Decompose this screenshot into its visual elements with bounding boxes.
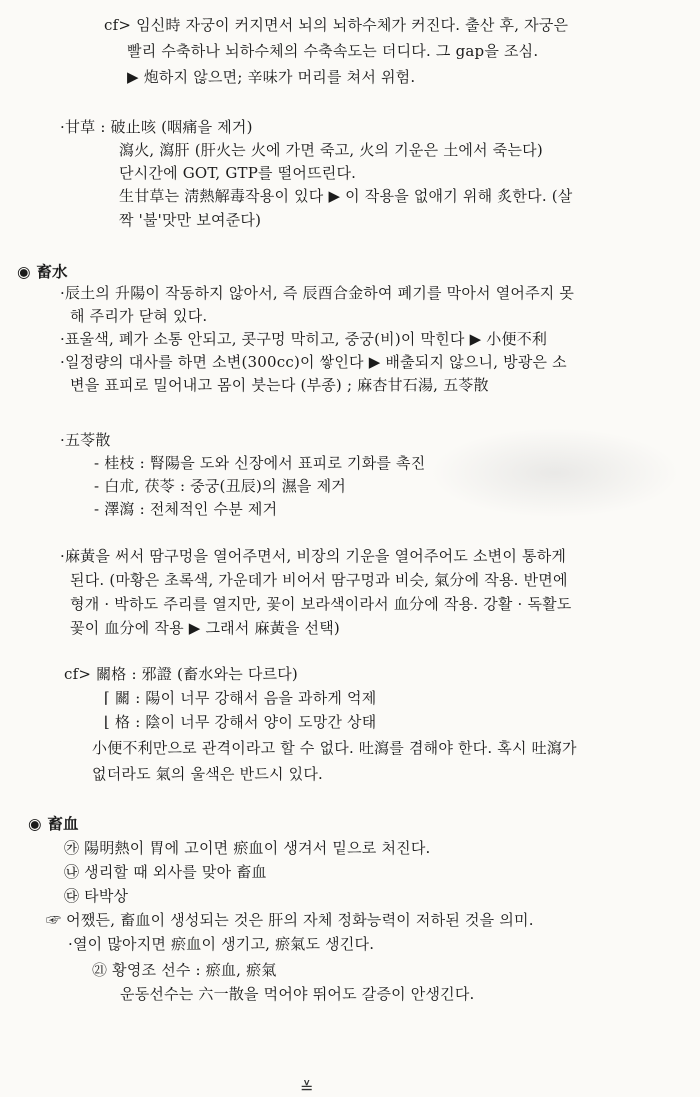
text-line: ⌈ 關 : 陽이 너무 강해서 음을 과하게 억제 — [104, 689, 377, 707]
text-line: 된다. (마황은 초록색, 가운데가 비어서 땀구멍과 비슷, 氣分에 작용. 반면에 — [70, 571, 568, 589]
text-line: ·辰土의 升陽이 작동하지 않아서, 즉 辰酉合金하여 폐기를 막아서 열어주지 못 — [60, 284, 575, 302]
text-line: 변을 표피로 밀어내고 몸이 붓는다 (부종) ; 麻杏甘石湯, 五苓散 — [70, 376, 489, 394]
text-line: - 桂枝 : 腎陽을 도와 신장에서 표피로 기화를 촉진 — [94, 454, 426, 472]
text-line: ·일정량의 대사를 하면 소변(300cc)이 쌓인다 ▶ 배출되지 않으니, 방광은 소 — [60, 353, 567, 371]
text-line: ·麻黃을 써서 땀구멍을 열어주면서, 비장의 기운을 열어주어도 소변이 통하게 — [60, 547, 567, 565]
text-line: 生甘草는 淸熱解毒작용이 있다 ▶ 이 작용을 없애기 위해 炙한다. (살 — [119, 187, 573, 205]
section-heading: ◉ 畜水 — [17, 262, 68, 281]
text-line: ㉑ 황영조 선수 : 瘀血, 瘀氣 — [92, 961, 277, 979]
page-mark: ≚ — [300, 1078, 314, 1097]
scan-smudge — [430, 428, 680, 518]
text-line: cf> 關格 : 邪證 (畜水와는 다르다) — [64, 665, 298, 683]
text-line: ·五苓散 — [60, 431, 111, 449]
text-line: 꽃이 血分에 작용 ▶ 그래서 麻黃을 선택) — [70, 619, 340, 637]
text-line: 小便不利만으로 관격이라고 할 수 없다. 吐瀉를 겸해야 한다. 혹시 吐瀉가 — [92, 739, 577, 757]
section-heading: ◉ 畜血 — [28, 814, 79, 833]
text-line: 운동선수는 六一散을 먹어야 뛰어도 갈증이 안생긴다. — [120, 985, 475, 1003]
text-line: ☞ 어쨌든, 畜血이 생성되는 것은 肝의 자체 정화능력이 저하된 것을 의미. — [46, 911, 534, 929]
text-line: 짝 '불'맛만 보여준다) — [119, 211, 262, 229]
text-line: ㉯ 생리할 때 외사를 맞아 畜血 — [64, 863, 267, 881]
text-line: ㉰ 타박상 — [64, 887, 129, 905]
text-line: ·열이 많아지면 瘀血이 생기고, 瘀氣도 생긴다. — [68, 935, 375, 953]
text-line: - 白朮, 茯苓 : 중궁(丑辰)의 濕을 제거 — [94, 477, 346, 495]
text-line: ·표울색, 폐가 소통 안되고, 콧구멍 막히고, 중궁(비)이 막힌다 ▶ 小便不利 — [60, 330, 548, 348]
text-line: 瀉火, 瀉肝 (肝火는 火에 가면 죽고, 火의 기운은 土에서 죽는다) — [119, 141, 543, 159]
text-line: 형개 · 박하도 주리를 열지만, 꽃이 보라색이라서 血分에 작용. 강활 · 독활도 — [70, 595, 572, 613]
text-line: 단시간에 GOT, GTP를 떨어뜨린다. — [119, 164, 357, 182]
text-line: ▶ 炮하지 않으면; 辛味가 머리를 쳐서 위험. — [127, 68, 416, 86]
text-line: 해 주리가 닫혀 있다. — [70, 307, 208, 325]
text-line: cf> 임신時 자궁이 커지면서 뇌의 뇌하수체가 커진다. 출산 후, 자궁은 — [104, 16, 569, 34]
text-line: ⌊ 格 : 陰이 너무 강해서 양이 도망간 상태 — [104, 713, 377, 731]
text-line: 없더라도 氣의 울색은 반드시 있다. — [92, 765, 324, 783]
text-line: ㉮ 陽明熱이 胃에 고이면 瘀血이 생겨서 밑으로 처진다. — [64, 839, 431, 857]
text-line: ·甘草 : 破止咳 (咽痛을 제거) — [60, 118, 253, 136]
text-line: - 澤瀉 : 전체적인 수분 제거 — [94, 500, 278, 518]
text-line: 빨리 수축하나 뇌하수체의 수축속도는 더디다. 그 gap을 조심. — [127, 42, 539, 60]
